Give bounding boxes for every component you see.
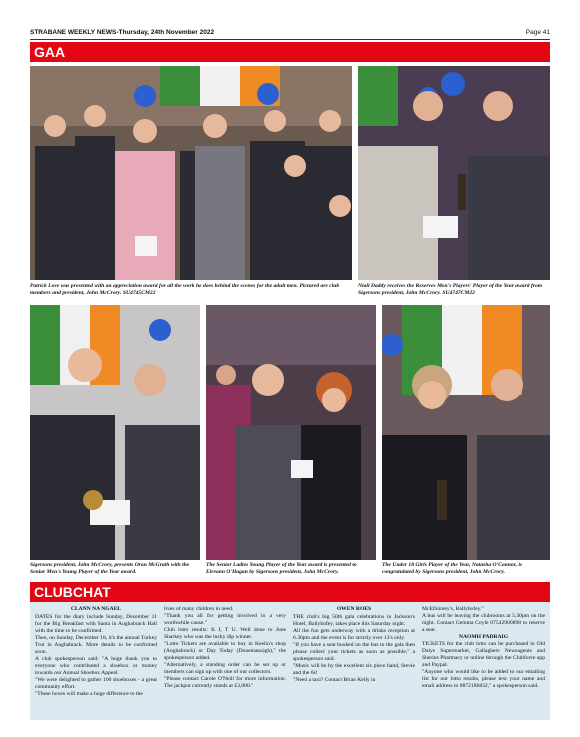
caption-photo3: Sigersons president, John McCrory, presents Oran McGrath with the Senior Men's Young Player of the Year award. xyxy=(30,562,190,575)
photo-group-award xyxy=(30,66,352,280)
paragraph: "Need a taxi? Contact Brian Kelly in xyxy=(293,677,376,683)
gaa-banner: GAA xyxy=(30,42,550,62)
paragraph: THE club's big 50th gala celebrations in Jackson's Hotel, Ballybofey, takes place this Saturday night. xyxy=(293,614,415,627)
paragraph: "Lotto Tickets are available to buy in Keelin's shop (Aughabrack) or Day Today (Donemana)gh)," the spokesperson added. xyxy=(164,641,286,661)
column-naomh-padraig xyxy=(422,606,545,690)
masthead-bar xyxy=(30,27,550,39)
paragraph: "We were delighted to gather 100 shoeboxes - a great community effort. xyxy=(35,677,157,690)
heading-clann: CLANN NA NGAEL xyxy=(70,606,122,612)
photo-reserves-award xyxy=(358,66,550,280)
column-clann-na-ngael xyxy=(35,606,157,698)
caption-photo5: The Under 18 Girls Player of the Year, Natasha O'Connor, is congratulated by Sigersons president, John McCrory. xyxy=(382,562,523,575)
heading-naomh: NAOMH PADRAIG xyxy=(458,634,509,640)
paragraph: TICKETS for the club lotto can be purchased in Old Dalys Supermarket, Gallaghers Newsagents and Sherins Pharmacy or online through the Clubforce app and Paypal. xyxy=(422,641,545,668)
paragraph: A bus will be leaving the clubrooms at 5.30pm on the night. Contact Gemma Coyle 07542900898 to reserve a seat. xyxy=(422,613,545,633)
paragraph: "Anyone who would like to be added to our emailing list for our lotto results, please text your name and email address to 0872186832," a spokesperson said. xyxy=(422,669,545,689)
photo-senior-ladies-award xyxy=(206,305,376,560)
paragraph: DATES for the diary include Sunday, December 11 for the Big Breakfast with Santa in Aughabrack Hall with the time to be confirmed. xyxy=(35,614,157,634)
paragraph: McElhinney's, Ballybofey." xyxy=(422,606,484,612)
photo-senior-men-award xyxy=(30,305,200,560)
masthead: STRABANE WEEKLY NEWS-Thursday, 24th November 2022 xyxy=(30,29,215,36)
paragraph: lives of many children in need. xyxy=(164,606,234,612)
photo-u18-girls-award xyxy=(382,305,550,560)
clubchat-banner: CLUBCHAT xyxy=(30,582,550,602)
heading-owen: OWEN ROES xyxy=(336,606,372,612)
paragraph: Club lotto results: K I, T U. Well done to June Sharkey who was the lucky dip winner. xyxy=(164,627,286,640)
column-clann-continued xyxy=(164,606,286,690)
paragraph: Then, on Sunday, December 18, it's the annual Turkey Trot in Aughabrack. More details to be confirmed soon. xyxy=(35,635,157,655)
clubchat-panel xyxy=(30,602,550,720)
paragraph: All the fun gets underway with a drinks reception at 6.30pm and the event is for strictly over 13's only. xyxy=(293,628,415,641)
caption-photo4: The Senior Ladies Young Player of the Year award is presented to Eireann O'Hagan by Sigersons president, John McCrory. xyxy=(206,562,357,575)
caption-photo1: Patrick Love was presented with an appreciation award for all the work he does behind the scenes for the adult men. Pictured are club members and president, John McCrory. SU4745CM22 xyxy=(30,283,340,296)
paragraph: "If you have a seat booked on the bus to the gala then please collect your tickets as soon as possible," a spokesperson said. xyxy=(293,642,415,662)
caption-photo2: Niall Daddy receives the Reserves Men's Players' Player of the Year award from Sigersons president, John McCrory. SU4747CM22 xyxy=(358,283,543,296)
paragraph: A club spokesperson said: "A huge thank you to everyone who contributed a shoebox or money towards our Annual Shoebox Appeal. xyxy=(35,656,157,676)
paragraph: "Alternatively, a standing order can be set up or members can sign up with one of our collectors. xyxy=(164,662,286,675)
paragraph: "Music will be by the excellent six piece band, Stevie and the 6s! xyxy=(293,663,415,676)
paragraph: "Thank you all for getting involved in a very worthwhile cause." xyxy=(164,613,286,626)
column-owen-roes xyxy=(293,606,415,684)
paragraph: "These boxes will make a huge difference to the xyxy=(35,691,143,697)
header-rule xyxy=(30,39,550,40)
paragraph: "Please contact Carole O'Neill for more information. The jackpot currently stands at £3,000." xyxy=(164,676,286,689)
page-number: Page 41 xyxy=(525,29,550,36)
